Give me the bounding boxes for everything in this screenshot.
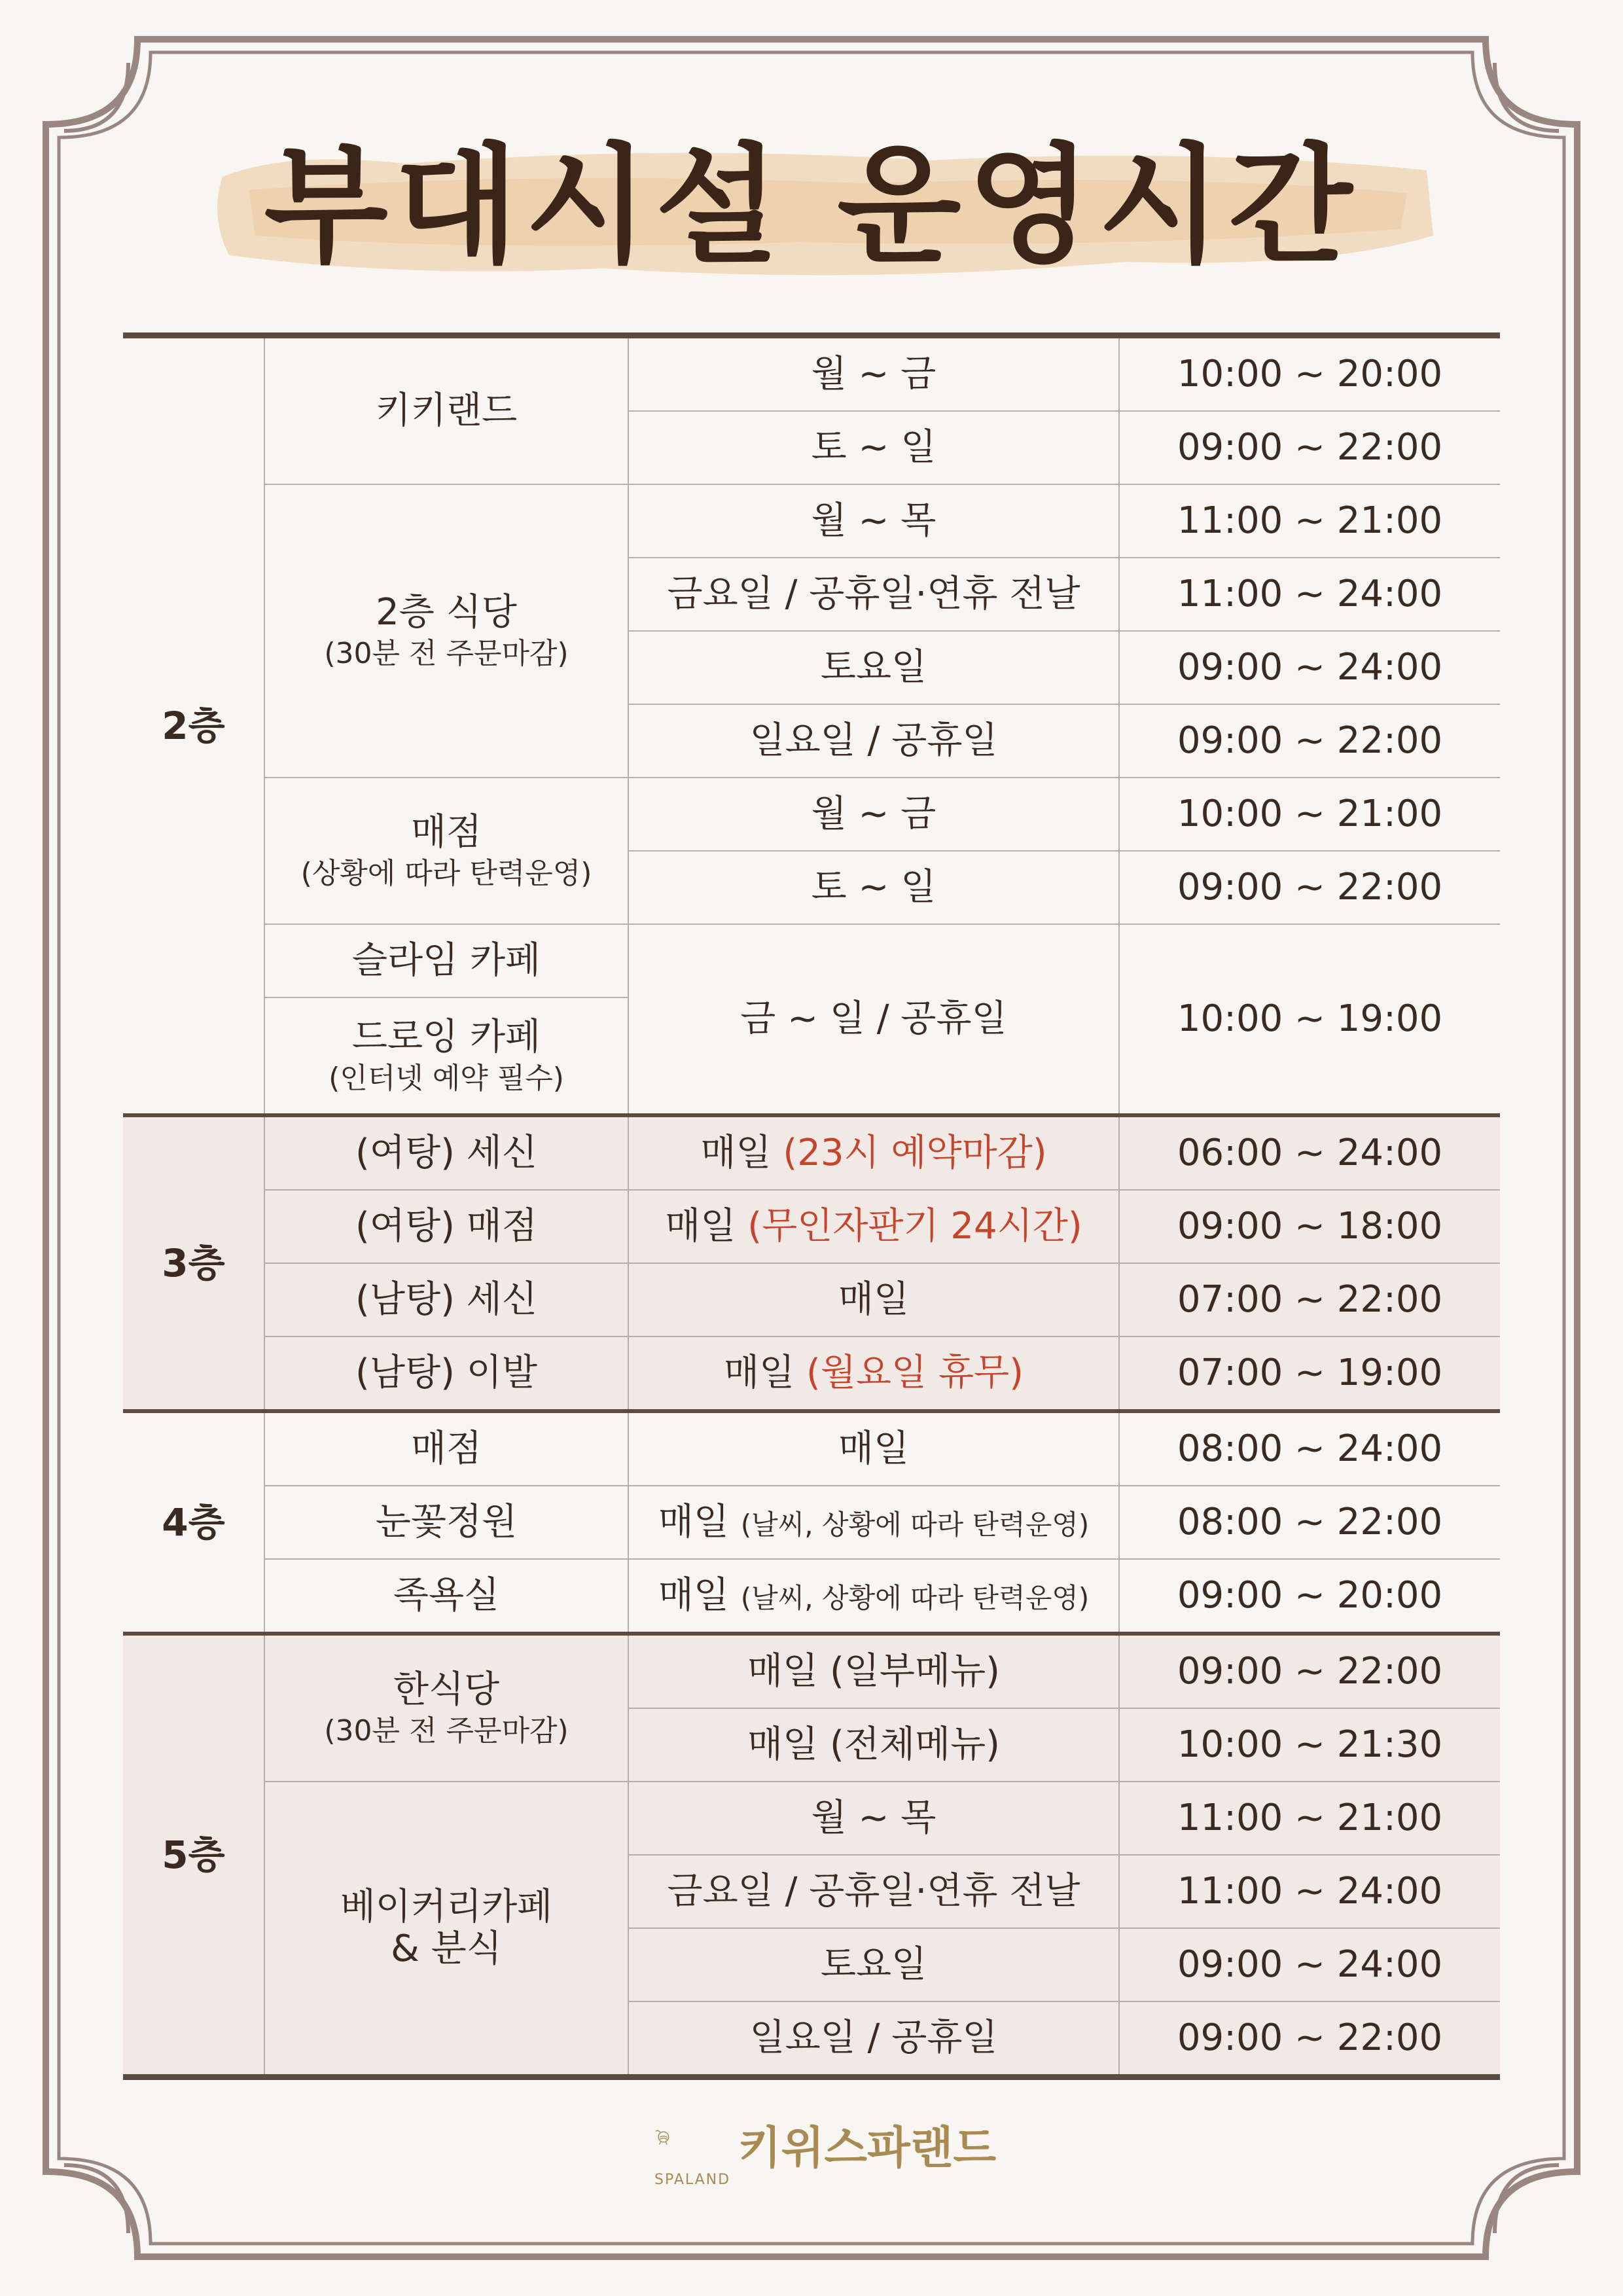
days-cell: 일요일 / 공휴일 (628, 2001, 1119, 2077)
hours-cell: 09:00 ~ 20:00 (1119, 1559, 1500, 1634)
table-row (123, 1634, 1500, 1708)
facility-name: 키키랜드 (264, 336, 628, 485)
floor-label: 3층 (123, 1115, 264, 1411)
days-cell: 토 ~ 일 (628, 411, 1119, 484)
facility-cell (264, 1782, 628, 2077)
days-cell: 월 ~ 목 (628, 1782, 1119, 1855)
facility-cell (264, 484, 628, 778)
facility-name-line2: & 분식 (391, 1928, 502, 1970)
facility-name: 매점 (264, 1411, 628, 1486)
facility-name: (남탕) 세신 (264, 1263, 628, 1336)
days-cell: 금요일 / 공휴일·연휴 전날 (628, 1855, 1119, 1928)
days-cell: 매일 (628, 1411, 1119, 1486)
hours-cell: 10:00 ~ 20:00 (1119, 336, 1500, 412)
brand-sub: SPALAND (654, 2172, 731, 2188)
table-row (123, 336, 1500, 412)
hours-cell: 10:00 ~ 21:30 (1119, 1708, 1500, 1782)
facility-cell (264, 778, 628, 924)
table-row (123, 778, 1500, 851)
facility-name: 눈꽃정원 (264, 1486, 628, 1559)
days-cell: 매일 (전체메뉴) (628, 1708, 1119, 1782)
days-note: (월요일 휴무) (806, 1351, 1024, 1394)
hours-cell: 10:00 ~ 19:00 (1119, 924, 1500, 1115)
floor-label: 5층 (123, 1634, 264, 2077)
page-title: 부대시설 운영시간 (264, 132, 1359, 281)
hours-cell: 11:00 ~ 24:00 (1119, 558, 1500, 631)
days-text: 매일 (724, 1351, 795, 1394)
facility-name: 한식당 (393, 1668, 500, 1711)
brand-name: 키위스파랜드 (738, 2123, 997, 2174)
hours-cell: 09:00 ~ 18:00 (1119, 1190, 1500, 1263)
table-row (123, 1190, 1500, 1263)
hours-cell: 09:00 ~ 22:00 (1119, 1634, 1500, 1708)
table-row (123, 484, 1500, 558)
floor-label: 4층 (123, 1411, 264, 1634)
days-note: (23시 예약마감) (783, 1131, 1047, 1174)
days-cell: 토 ~ 일 (628, 851, 1119, 924)
facility-name: 베이커리카페 (340, 1885, 553, 1928)
days-note: (날씨, 상황에 따라 탄력운영) (740, 1581, 1090, 1614)
facility-name: (여탕) 세신 (264, 1115, 628, 1190)
days-cell (628, 1190, 1119, 1263)
hours-cell: 09:00 ~ 24:00 (1119, 631, 1500, 704)
facility-name: 2층 식당 (376, 590, 517, 634)
table-row (123, 1486, 1500, 1559)
hours-cell: 09:00 ~ 22:00 (1119, 704, 1500, 778)
table-row (123, 924, 1500, 997)
hours-cell: 09:00 ~ 24:00 (1119, 1928, 1500, 2001)
days-cell: 토요일 (628, 631, 1119, 704)
days-text: 매일 (658, 1573, 729, 1617)
table-row (123, 1263, 1500, 1336)
days-cell: 월 ~ 금 (628, 336, 1119, 412)
facility-note: (30분 전 주문마감) (324, 636, 569, 670)
days-cell (628, 1115, 1119, 1190)
schedule-table (123, 332, 1500, 2080)
days-cell: 금요일 / 공휴일·연휴 전날 (628, 558, 1119, 631)
table-row (123, 1559, 1500, 1634)
facility-cell (264, 1634, 628, 1782)
facility-name: 족욕실 (264, 1559, 628, 1634)
facility-name: 매점 (410, 810, 482, 853)
facility-note: (인터넷 예약 필수) (329, 1061, 564, 1095)
hours-cell: 08:00 ~ 24:00 (1119, 1411, 1500, 1486)
floor-label: 2층 (123, 336, 264, 1116)
hours-cell: 06:00 ~ 24:00 (1119, 1115, 1500, 1190)
days-text: 매일 (665, 1204, 736, 1247)
days-cell (628, 1486, 1119, 1559)
days-text: 매일 (700, 1131, 772, 1174)
days-cell: 금 ~ 일 / 공휴일 (628, 924, 1119, 1115)
days-cell: 월 ~ 금 (628, 778, 1119, 851)
facility-name: 슬라임 카페 (264, 924, 628, 997)
facility-name: (여탕) 매점 (264, 1190, 628, 1263)
hours-cell: 07:00 ~ 19:00 (1119, 1336, 1500, 1411)
facility-note: (상황에 따라 탄력운영) (300, 856, 592, 890)
hours-cell: 11:00 ~ 24:00 (1119, 1855, 1500, 1928)
table-row (123, 1336, 1500, 1411)
table-row (123, 1782, 1500, 1855)
days-cell: 매일 (628, 1263, 1119, 1336)
hours-cell: 07:00 ~ 22:00 (1119, 1263, 1500, 1336)
days-cell (628, 1559, 1119, 1634)
hours-cell: 11:00 ~ 21:00 (1119, 1782, 1500, 1855)
facility-name: (남탕) 이발 (264, 1336, 628, 1411)
days-cell: 일요일 / 공휴일 (628, 704, 1119, 778)
days-cell (628, 1336, 1119, 1411)
hours-cell: 09:00 ~ 22:00 (1119, 411, 1500, 484)
days-note: (날씨, 상황에 따라 탄력운영) (740, 1508, 1090, 1541)
days-cell: 매일 (일부메뉴) (628, 1634, 1119, 1708)
hours-cell: 11:00 ~ 21:00 (1119, 484, 1500, 558)
hours-cell: 09:00 ~ 22:00 (1119, 851, 1500, 924)
days-text: 매일 (658, 1500, 729, 1543)
days-cell: 토요일 (628, 1928, 1119, 2001)
hours-cell: 09:00 ~ 22:00 (1119, 2001, 1500, 2077)
table-row (123, 1115, 1500, 1190)
facility-cell (264, 997, 628, 1115)
table-row (123, 1411, 1500, 1486)
kiwi-bird-logo-icon (654, 2098, 733, 2176)
hours-cell: 10:00 ~ 21:00 (1119, 778, 1500, 851)
hours-cell: 08:00 ~ 22:00 (1119, 1486, 1500, 1559)
facility-note: (30분 전 주문마감) (324, 1713, 569, 1748)
facility-name: 드로잉 카페 (351, 1015, 541, 1058)
days-note: (무인자판기 24시간) (747, 1204, 1082, 1247)
days-cell: 월 ~ 목 (628, 484, 1119, 558)
